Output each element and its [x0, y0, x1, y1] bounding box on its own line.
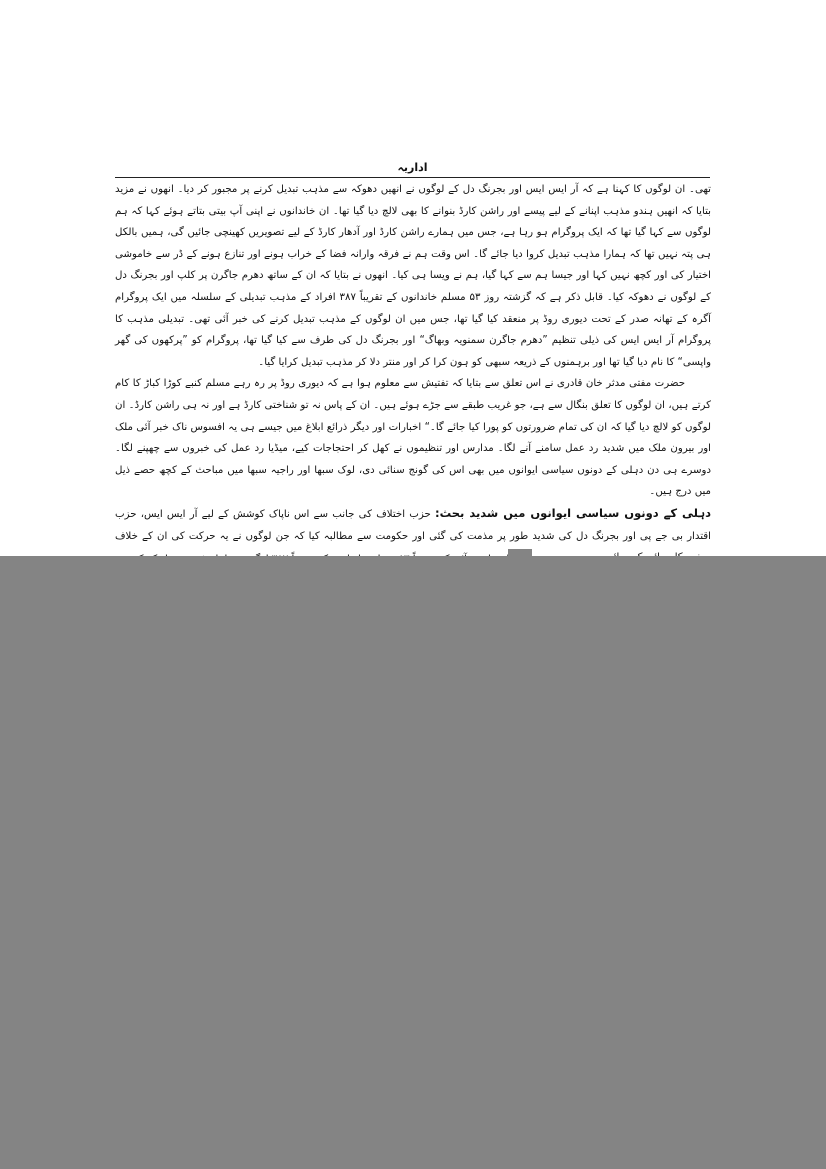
section-subheading: دہلی کے دونوں سیاسی ایوانوں میں شدید بحث:: [434, 505, 711, 520]
article-body: [115, 179, 711, 569]
page-header-title: اداریہ: [397, 161, 428, 174]
header-divider: [115, 177, 710, 178]
article-paragraph-3-text: حزب اختلاف کی جانب سے اس ناپاک کوشش کے لیے آر ایس ایس، حزب اقتدار بی جے پی اور بجرنگ دل کی شدید طور پر مذمت کی گئی اور حکومت سے مطالبہ کیا کہ جن لوگوں نے یہ حرکت کی ان کے خلاف: [115, 508, 711, 542]
article-paragraph-2: حضرت مفتی مدثر خان قادری نے اس تعلق سے بتایا کہ تفتیش سے معلوم ہوا ہے کہ دیوری روڈ پر رہ رہے مسلم کنبے کوڑا کباڑ کا کام کرتے ہیں، ان لوگوں کا تعلق بنگال سے ہے، جو غریب طبقے سے جڑے ہوئے ہیں۔ ان کے پاس نہ تو شناختی کارڈ ہے اور نہ ہی راشن کارڈ۔ ان لوگوں کو لالچ دیا گیا کہ ان کی تمام ضرورتوں کو پورا کیا جائے گا۔“ اخبارات اور دیگر ذرائع ابلاغ میں جیسے ہی یہ افسوس ناک خبر آئی ملک اور بیرون ملک میں شدید رد عمل سامنے آنے لگا۔ مدارس اور تنظیموں نے کھل کر احتجاجات کیے، میڈیا رد عمل کی خبروں سے چھپنے لگا۔ دوسرے ہی دن دہلی کے دونوں سیاسی ایوانوں میں بھی اس کی گونج سنائی دی، لوک سبھا اور راجیہ سبھا میں مباحث کے کچھ حصے ذیل میں درج ہیں۔: [115, 378, 711, 498]
article-paragraph-1: تھی۔ ان لوگوں کا کہنا ہے کہ آر ایس ایس اور بجرنگ دل کے لوگوں نے انھیں دھوکہ سے مذہب تبدیل کرنے پر مجبور کر دیا۔ انھوں نے مزید بتایا کہ انھیں ہندو مذہب اپنانے کے لیے پیسے اور راشن کارڈ بنوانے کا بھی لالچ دیا گیا تھا۔ ان خاندانوں نے اپنی آپ بیتی بتاتے ہوئے کہا کہ ہم لوگوں سے کہا گیا تھا کہ ایک پروگرام ہو رہا ہے، جس میں ہمارے راشن کارڈ اور آدھار کارڈ کے لیے تصویریں کھینچی جائیں گی، ہمیں بالکل ہی پتہ نہیں تھا کہ ہمارا مذہب تبدیل کروا دیا جائے گا۔ اس وقت ہم نے فرقہ وارانہ فضا کے خراب ہونے اور تنازع ہونے کے ڈر سے خاموشی اختیار کی اور کچھ نہیں کہا اور جیسا ہم سے کہا گیا، ہم نے ویسا ہی کیا۔ انھوں نے بتایا کہ ان کے ساتھ دھرم جاگرن پر کلپ اور بجرنگ دل کے لوگوں نے دھوکہ کیا۔ قابل ذکر ہے کہ گزشتہ روز ۵۳ مسلم خاندانوں کے تقریباً ۳۸۷ افراد کے مذہب تبدیلی کے سلسلہ میں ایک پروگرام آگرہ کے تھانہ صدر کے تحت دیوری روڈ پر منعقد کیا گیا تھا، جس میں ان لوگوں کے مذہب تبدیل کرنے کی خبر آئی تھی۔ تبدیلی مذہب کا پروگرام آر ایس ایس کی ذیلی تنظیم ”دھرم جاگرن سمنویہ وبھاگ“ اور بجرنگ دل کی طرف سے کیا گیا تھا، پروگرام کو ”پرکھوں کی گھر واپسی“ کا نام دیا گیا تھا اور برہمنوں کے ذریعہ سبھی کو ہون کرا کر اور منتر دلا کر مذہب تبدیل کرایا گیا۔: [115, 184, 711, 368]
gray-redaction-block: [0, 556, 826, 1169]
